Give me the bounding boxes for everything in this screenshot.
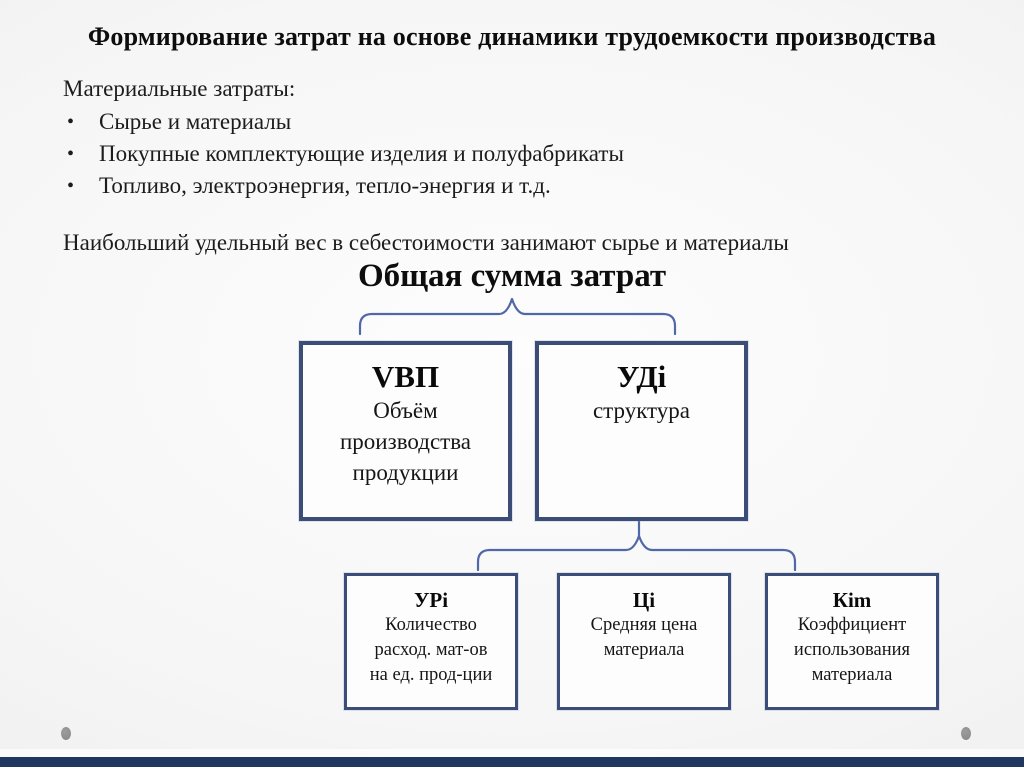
bottom-brace-connector (478, 536, 795, 570)
box-description: Коэффициент использования материала (793, 615, 911, 685)
box-description: структура (592, 398, 691, 423)
box-heading: УРi (413, 588, 449, 612)
diagram-box-uri (344, 573, 518, 710)
list-item-text: Сырье и материалы (99, 109, 292, 134)
box-heading: Цi (632, 588, 656, 612)
bottom-accent-bar (0, 757, 1024, 767)
diagram-title: Общая сумма затрат (357, 258, 667, 294)
bullet-icon: • (67, 111, 75, 133)
box-heading: VВП (371, 359, 440, 394)
diagram-box-vbp (299, 341, 512, 521)
slide-title: Формирование затрат на основе динамики трудоемкости производства (87, 22, 937, 51)
bullet-icon: • (67, 175, 75, 197)
box-description: Средняя цена материала (590, 615, 698, 660)
list-item-text: Покупные комплектующие изделия и полуфабрикаты (99, 141, 624, 166)
box-heading: УДi (616, 359, 667, 394)
slide-ornament-dot-left (61, 727, 71, 740)
diagram-box-tsi (557, 573, 731, 710)
box-description: Количество расход. мат-ов на ед. прод-ции (369, 615, 493, 685)
bottom-highlight-strip (0, 749, 1024, 757)
box-description: Объём производства продукции (340, 398, 471, 485)
material-costs-label: Материальные затраты: (63, 76, 296, 101)
slide-ornament-dot-right (961, 727, 971, 740)
bullet-icon: • (67, 143, 75, 165)
note-text: Наибольший удельный вес в себестоимости занимают сырье и материалы (63, 230, 789, 255)
list-item-text: Топливо, электроэнергия, тепло-энергия и т.д. (99, 173, 551, 198)
box-heading: Кim (832, 588, 872, 612)
diagram-box-kim (765, 573, 939, 710)
top-brace-connector (360, 299, 675, 334)
diagram-box-udi (535, 341, 748, 521)
